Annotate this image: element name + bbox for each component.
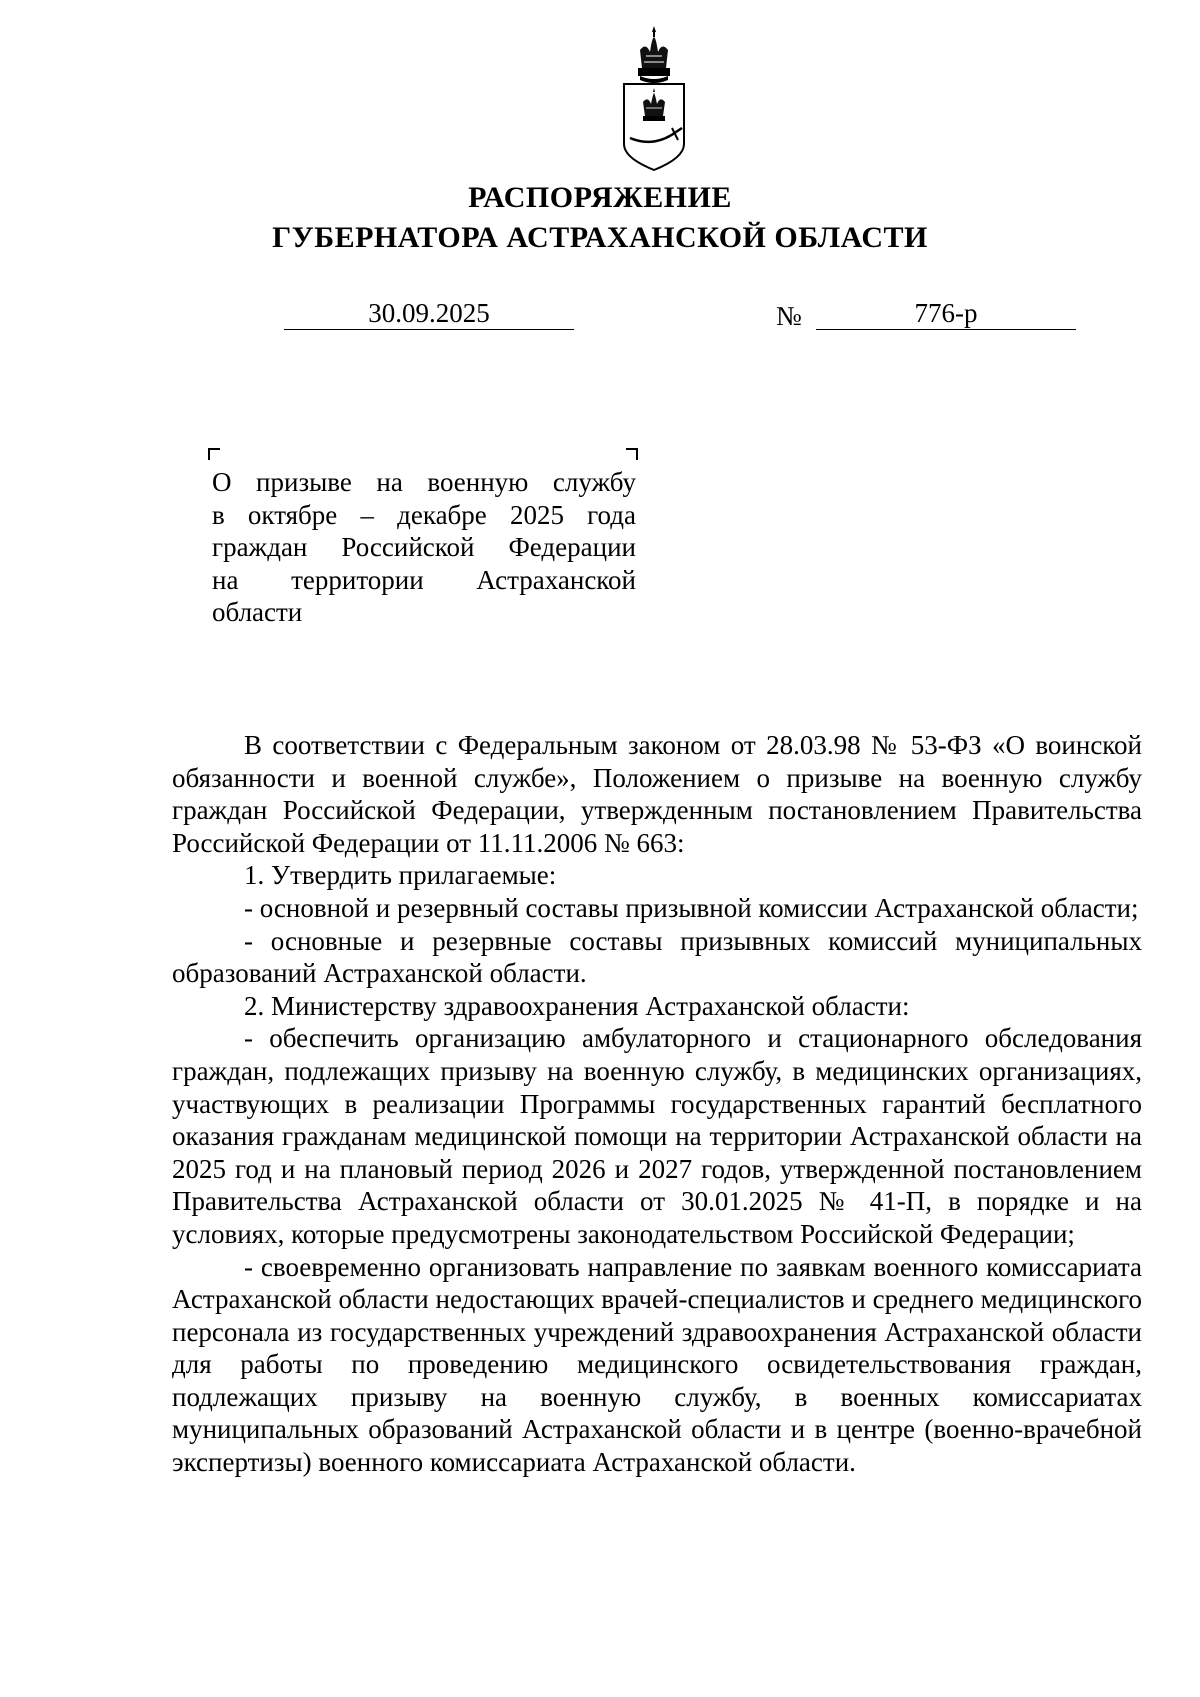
coat-of-arms-icon: [618, 22, 690, 172]
subject-bracket-left: [208, 448, 220, 460]
preamble-paragraph: В соответствии с Федеральным законом от 28.03.98 № 53-ФЗ «О воинской обязанности и военной службе», Положением о призыве на военную службу граждан Российской Федерации, утвержденным постановлением Правительства Российской Федерации от 11.11.2006 № 663:: [172, 730, 1142, 858]
issuer-title: ГУБЕРНАТОРА АСТРАХАНСКОЙ ОБЛАСТИ: [272, 221, 928, 254]
clause-1: 1. Утвердить прилагаемые:: [244, 860, 557, 891]
clause-2-subitem-b: - своевременно организовать направление по заявкам военного комиссариата Астраханской области недостающих врачей-специалистов и среднего медицинского персонала из государственных учреждений здравоохранения Астраханской области для работы по проведению медицинского освидетельствования граждан, подлежащих призыву на военную службу, в военных комиссариатах муниципальных образований Астраханской области и в центре (военно-врачебной экспертизы) военного комиссариата Астраханской области.: [172, 1251, 1142, 1478]
subject-line: О призыве на военную службу: [212, 467, 636, 497]
document-subject: [212, 466, 636, 629]
document-number: 776-р: [816, 297, 1076, 330]
document-date: 30.09.2025: [284, 297, 574, 330]
clause-2: 2. Министерству здравоохранения Астраханской области:: [244, 990, 910, 1021]
number-sign: №: [776, 301, 802, 331]
subject-bracket-right: [626, 448, 638, 460]
document-type-title: РАСПОРЯЖЕНИЕ: [468, 181, 732, 214]
clause-1-subitem-a: - основной и резервный составы призывной комиссии Астраханской области;: [244, 892, 1139, 923]
subject-line: граждан Российской Федерации: [212, 532, 636, 562]
subject-line: на территории Астраханской: [212, 564, 636, 595]
document-body: [172, 729, 1142, 1479]
clause-1-subitem-b: - основные и резервные составы призывных комиссий муниципальных образований Астраханской области.: [172, 925, 1142, 989]
subject-line: в октябре – декабре 2025 года: [212, 499, 636, 530]
clause-2-subitem-a: - обеспечить организацию амбулаторного и стационарного обследования граждан, подлежащих призыву на военную службу, в медицинских организациях, участвующих в реализации Программы государственных гарантий бесплатного оказания гражданам медицинской помощи на территории Астраханской области на 2025 год и на плановый период 2026 и 2027 годов, утвержденной постановлением Правительства Астраханской области от 30.01.2025 № 41-П, в порядке и на условиях, которые предусмотрены законодательством Российской Федерации;: [172, 1023, 1142, 1249]
subject-line: области: [212, 597, 303, 627]
